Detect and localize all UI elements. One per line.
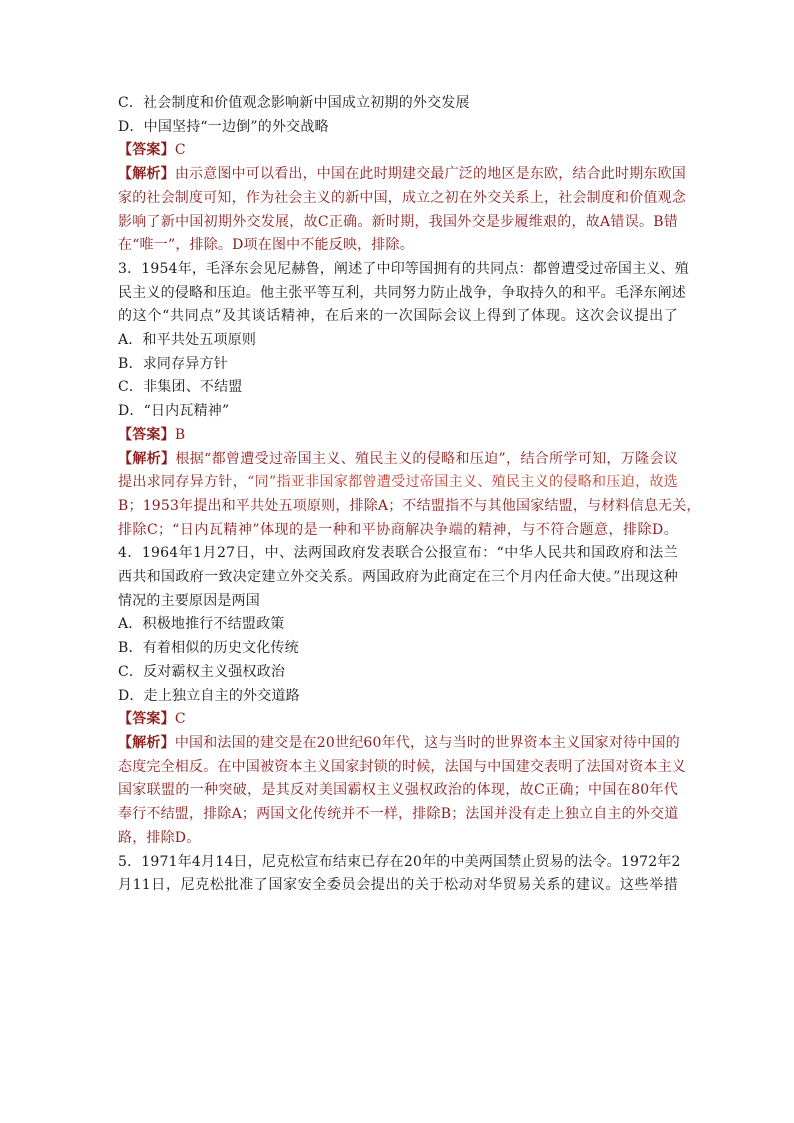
document-page <box>118 92 701 898</box>
answer-value: B <box>174 426 186 443</box>
q4-stem-line-2: 西共和国政府一致决定建立外交关系。两国政府为此商定在三个月内任命大使。”出现这种 <box>118 569 678 586</box>
q2-analysis-line-3: 影响了新中国初期外交发展，故C正确。新时期，我国外交是步履维艰的，故A错误。B错 <box>118 213 678 230</box>
answer-tag: 【答案】 <box>118 711 175 728</box>
q4-analysis-line-5: 路，排除D。 <box>118 829 201 846</box>
analysis-tag: 【解析】 <box>118 450 176 467</box>
q3-stem-line-1: 3．1954年，毛泽东会见尼赫鲁，阐述了中印等国拥有的共同点：都曾遭受过帝国主义、殖 <box>118 260 689 277</box>
q4-analysis-line-4: 奉行不结盟，排除A；两国文化传统并不一样，排除B；法国并没有走上独立自主的外交道 <box>118 806 679 823</box>
q4-option-a: A．积极地推行不结盟政策 <box>118 616 285 633</box>
analysis-tag: 【解析】 <box>118 734 175 751</box>
q3-analysis-line-2: 提出求同存异方针，“同”指亚非国家都曾遭受过帝国主义、殖民主义的侵略和压迫，故选 <box>118 474 678 491</box>
q3-answer <box>118 424 678 448</box>
q2-analysis-line-1: 【解析】由示意图中可以看出，中国在此时期建交最广泛的地区是东欧，结合此时期东欧国 <box>118 166 687 183</box>
q3-analysis-line-1: 【解析】根据“都曾遭受过帝国主义、殖民主义的侵略和压迫”，结合所学可知，万隆会议 <box>118 450 678 467</box>
q4-analysis-line-3: 国家联盟的一种突破，是其反对美国霸权主义强权政治的体现，故C正确；中国在80年代 <box>118 782 678 799</box>
analysis-tag: 【解析】 <box>118 166 175 183</box>
q4-analysis-line-1: 【解析】中国和法国的建交是在20世纪60年代，这与当时的世界资本主义国家对待中国的 <box>118 734 680 751</box>
q4-answer <box>118 708 678 732</box>
answer-tag: 【答案】 <box>118 142 175 159</box>
highlighted-text: “同”指亚非国家都曾遭受过帝国主义、殖民主义的侵略和压迫，故选 <box>247 474 678 491</box>
q5-stem-line-2: 月11日，尼克松批准了国家安全委员会提出的关于松动对华贸易关系的建议。这些举措 <box>118 877 678 894</box>
q5-stem-line-1: 5．1971年4月14日，尼克松宣布结束已存在20年的中美两国禁止贸易的法令。1972年2 <box>118 853 681 870</box>
q3-option-b: B．求同存异方针 <box>118 355 228 372</box>
answer-tag: 【答案】 <box>118 426 175 443</box>
q2-option-d: D．中国坚持“一边倒”的外交战略 <box>118 118 329 135</box>
q3-analysis-line-4: 排除C；“日内瓦精神”体现的是一种和平协商解决争端的精神，与不符合题意，排除D。 <box>118 521 678 538</box>
q4-option-c: C．反对霸权主义强权政治 <box>118 663 286 680</box>
q2-answer <box>118 139 678 163</box>
q4-stem-line-3: 情况的主要原因是两国 <box>118 592 260 609</box>
q4-stem-line-1: 4．1964年1月27日，中、法两国政府发表联合公报宣布：“中华人民共和国政府和法兰 <box>118 545 678 562</box>
q4-option-b: B．有着相似的历史文化传统 <box>118 640 299 657</box>
q3-option-d: D．“日内瓦精神” <box>118 403 230 420</box>
q3-stem-line-2: 民主义的侵略和压迫。他主张平等互利，共同努力防止战争，争取持久的和平。毛泽东阐述 <box>118 284 686 301</box>
q2-analysis-line-2: 家的社会制度可知，作为社会主义的新中国，成立之初在外交关系上，社会制度和价值观念 <box>118 189 686 206</box>
answer-value: C <box>174 142 186 159</box>
q4-analysis-line-2: 态度完全相反。在中国被资本主义国家封锁的时候，法国与中国建交表明了法国对资本主义 <box>118 758 686 775</box>
q4-option-d: D．走上独立自主的外交道路 <box>118 687 300 704</box>
q3-option-a: A．和平共处五项原则 <box>118 332 257 349</box>
q3-stem-line-3: 的这个“共同点”及其谈话精神，在后来的一次国际会议上得到了体现。这次会议提出了 <box>118 308 678 325</box>
q2-option-c: C．社会制度和价值观念影响新中国成立初期的外交发展 <box>118 95 470 111</box>
answer-value: C <box>174 711 186 728</box>
q3-analysis-line-3: B；1953年提出和平共处五项原则，排除A；不结盟指不与其他国家结盟，与材料信息无关， <box>118 497 701 514</box>
q3-option-c: C．非集团、不结盟 <box>118 379 243 396</box>
q2-analysis-line-4: 在“唯一”，排除。D项在图中不能反映，排除。 <box>118 237 414 254</box>
